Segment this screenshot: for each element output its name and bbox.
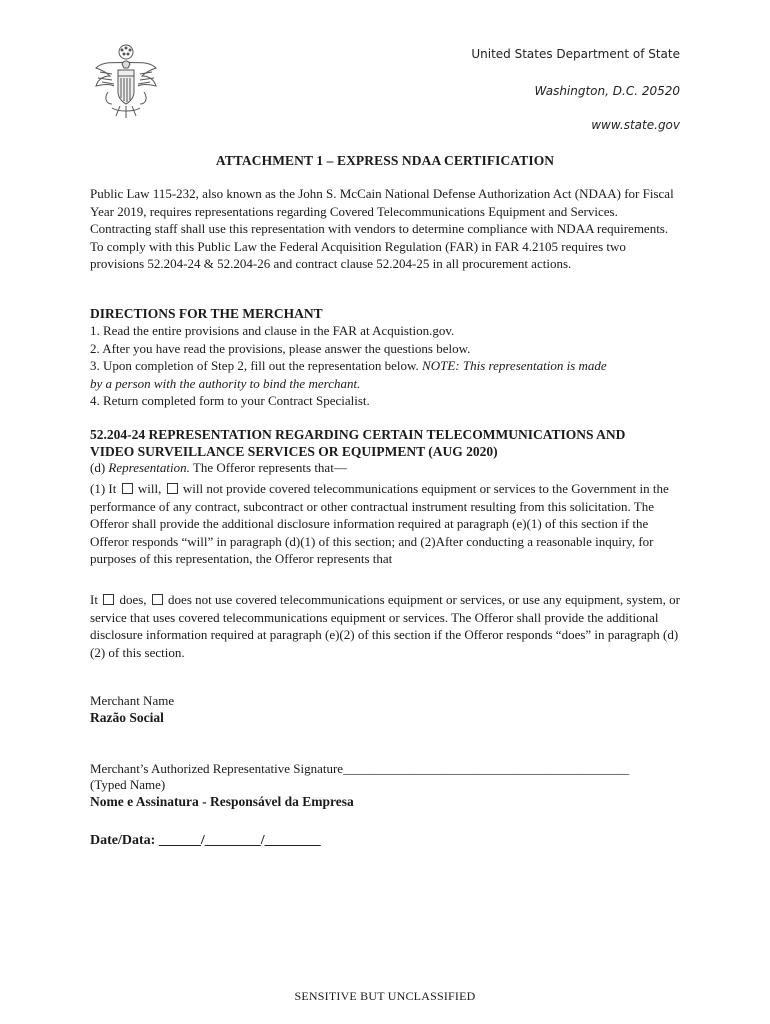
signature-label-pt: Nome e Assinatura - Responsável da Empresa [90, 794, 354, 809]
direction-step-3-cont: by a person with the authority to bind the merchant. [90, 375, 361, 391]
signature-blank[interactable]: ____________________________________________ [343, 761, 630, 776]
direction-step-3: 3. Upon completion of Step 2, fill out the representation below. NOTE: This representation is made [90, 358, 607, 373]
signature-label: Merchant’s Authorized Representative Signature [90, 761, 344, 776]
merchant-name-label-pt: Razão Social [90, 710, 164, 725]
direction-step-4: 4. Return completed form to your Contract Specialist. [90, 393, 370, 408]
does-checkbox[interactable] [103, 594, 114, 605]
direction-step-2: 2. After you have read the provisions, please answer the questions below. [90, 340, 471, 356]
date-label: Date/Data: [90, 833, 159, 848]
representation-paragraph-2: It does, does not use covered telecommunications equipment or services, or use any equipment, system, or service that uses covered telecommunications equipment or services. The Offeror shall provide the additional disclosure information required at paragraph (e)(2) of this section if the Offeror responds “does” in paragraph (d)(2) of this section. [90, 592, 680, 660]
direction-note: NOTE: This representation is made [422, 358, 607, 373]
document-title: ATTACHMENT 1 – EXPRESS NDAA CERTIFICATION [215, 153, 555, 168]
great-seal-icon [92, 42, 160, 120]
department-name: United States Department of State [471, 47, 680, 61]
directions-list [90, 322, 682, 410]
classification-footer: SENSITIVE BUT UNCLASSIFIED [294, 989, 476, 1003]
will-not-checkbox[interactable] [167, 483, 178, 494]
date-blank[interactable]: ______/________/________ [158, 833, 321, 848]
representation-paragraph-1: (1) It will, will not provide covered telecommunications equipment or services to the Government in the performance of any contract, subcontract or other contractual instrument resulting from this solicitation. The Offeror shall provide the additional disclosure information required at paragraph (e)(1) of this section if the Offeror responds “will” in paragraph (d)(1) of this section; and (2)After conducting a reasonable inquiry, for purposes of this representation, the Offeror represents that [90, 481, 669, 566]
intro-paragraph: Public Law 115-232, also known as the John S. McCain National Defense Authorization Act (NDAA) for Fiscal Year 2019, requires representations regarding Covered Telecommunications Equipment and Services. Contracting staff shall use this representation with vendors to determine compliance with NDAA requirements. To comply with this Public Law the Federal Acquisition Regulation (FAR) in FAR 4.2105 requires two provisions 52.204-24 & 52.204-26 and contract clause 52.204-25 in all procurement actions. [90, 186, 674, 271]
directions-heading: DIRECTIONS FOR THE MERCHANT [90, 306, 323, 321]
typed-name-label: (Typed Name) [90, 777, 166, 792]
date-field[interactable] [90, 833, 321, 849]
representation-intro: (d) Representation. The Offeror represents that— [90, 460, 347, 475]
does-not-checkbox[interactable] [152, 594, 163, 605]
department-website: www.state.gov [591, 118, 680, 132]
direction-step-1: 1. Read the entire provisions and clause in the FAR at Acquistion.gov. [90, 323, 455, 338]
department-address: Washington, D.C. 20520 [534, 84, 680, 98]
will-checkbox[interactable] [122, 483, 133, 494]
merchant-name-label: Merchant Name [90, 693, 175, 708]
signature-field[interactable] [90, 761, 629, 777]
representation-heading: 52.204-24 REPRESENTATION REGARDING CERTAIN TELECOMMUNICATIONS AND VIDEO SURVEILLANCE SERVICES OR EQUIPMENT (AUG 2020) [90, 427, 626, 459]
